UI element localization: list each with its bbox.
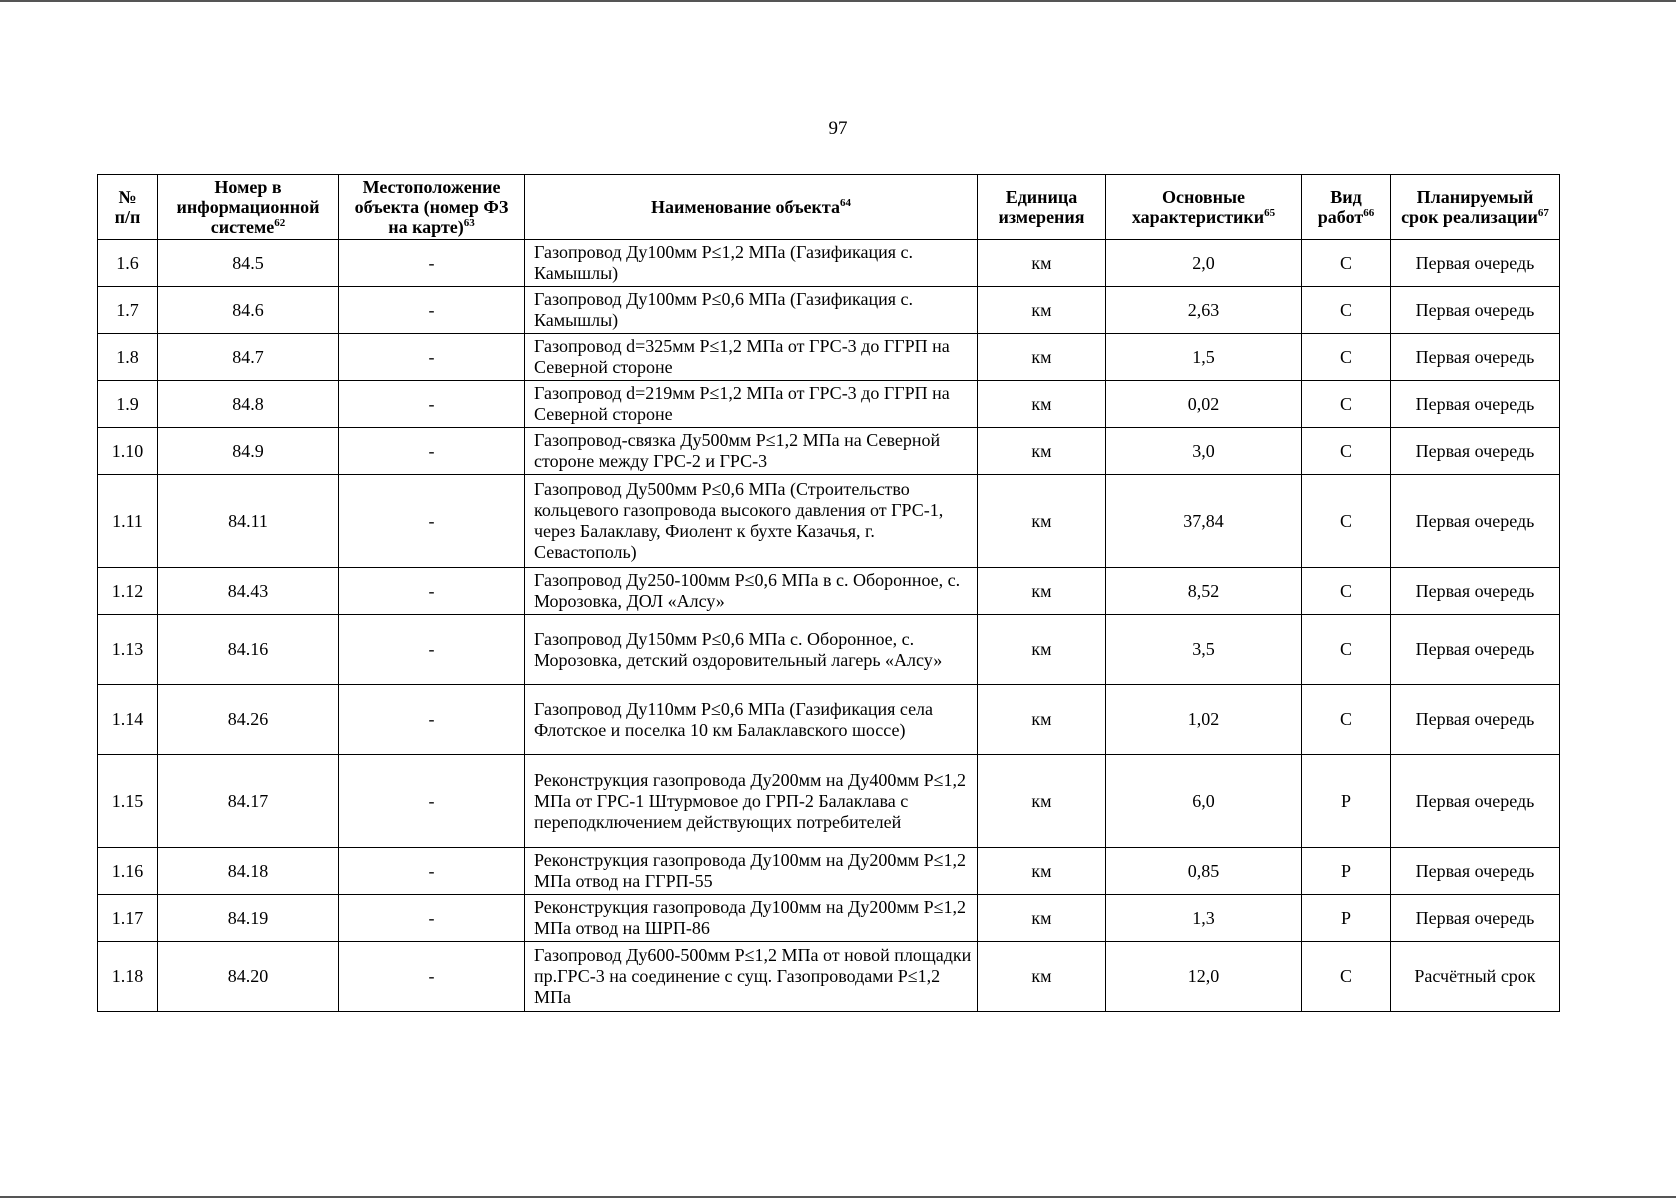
cell-planned-term: Первая очередь bbox=[1391, 381, 1560, 428]
table-row bbox=[98, 895, 1560, 942]
cell-num: 1.10 bbox=[98, 428, 158, 475]
table-row bbox=[98, 334, 1560, 381]
scan-top-edge bbox=[0, 0, 1676, 2]
cell-location: - bbox=[339, 942, 525, 1012]
table-row bbox=[98, 428, 1560, 475]
cell-info-number: 84.26 bbox=[158, 685, 339, 755]
cell-characteristics: 0,85 bbox=[1106, 848, 1302, 895]
cell-planned-term: Первая очередь bbox=[1391, 240, 1560, 287]
cell-work-type: С bbox=[1302, 942, 1391, 1012]
cell-name: Газопровод Ду500мм Р≤0,6 МПа (Строительство кольцевого газопровода высокого давления от ГРС-1, через Балаклаву, Фиолент к бухте Казачья, г. Севастополь) bbox=[525, 475, 978, 568]
cell-location: - bbox=[339, 685, 525, 755]
table-row bbox=[98, 240, 1560, 287]
cell-planned-term: Первая очередь bbox=[1391, 895, 1560, 942]
cell-location: - bbox=[339, 568, 525, 615]
cell-work-type: С bbox=[1302, 475, 1391, 568]
cell-unit: км bbox=[978, 848, 1106, 895]
cell-info-number: 84.16 bbox=[158, 615, 339, 685]
cell-work-type: С bbox=[1302, 615, 1391, 685]
cell-num: 1.7 bbox=[98, 287, 158, 334]
cell-location: - bbox=[339, 615, 525, 685]
cell-name: Газопровод Ду150мм Р≤0,6 МПа с. Оборонное, с. Морозовка, детский оздоровительный лагерь «Алсу» bbox=[525, 615, 978, 685]
cell-name: Газопровод Ду100мм Р≤0,6 МПа (Газификация с. Камышлы) bbox=[525, 287, 978, 334]
cell-work-type: Р bbox=[1302, 895, 1391, 942]
cell-name: Газопровод Ду250-100мм Р≤0,6 МПа в с. Оборонное, с. Морозовка, ДОЛ «Алсу» bbox=[525, 568, 978, 615]
cell-location: - bbox=[339, 755, 525, 848]
cell-characteristics: 2,0 bbox=[1106, 240, 1302, 287]
table-header-row bbox=[98, 175, 1560, 240]
cell-planned-term: Первая очередь bbox=[1391, 568, 1560, 615]
cell-work-type: С bbox=[1302, 240, 1391, 287]
cell-unit: км bbox=[978, 568, 1106, 615]
header-planned-term-text: Планируемый срок реализации bbox=[1401, 187, 1538, 227]
header-characteristics-note: 65 bbox=[1264, 207, 1276, 219]
cell-characteristics: 1,3 bbox=[1106, 895, 1302, 942]
cell-location: - bbox=[339, 334, 525, 381]
cell-name: Реконструкция газопровода Ду100мм на Ду200мм Р≤1,2 МПа отвод на ШРП-86 bbox=[525, 895, 978, 942]
cell-num: 1.14 bbox=[98, 685, 158, 755]
table-row bbox=[98, 685, 1560, 755]
header-info-number-note: 62 bbox=[274, 217, 286, 229]
cell-unit: км bbox=[978, 381, 1106, 428]
header-work-type bbox=[1302, 175, 1391, 240]
header-name-text: Наименование объекта bbox=[651, 197, 840, 217]
cell-work-type: С bbox=[1302, 685, 1391, 755]
cell-unit: км bbox=[978, 755, 1106, 848]
table-row bbox=[98, 848, 1560, 895]
cell-name: Газопровод-связка Ду500мм Р≤1,2 МПа на Северной стороне между ГРС-2 и ГРС-3 bbox=[525, 428, 978, 475]
table-row bbox=[98, 475, 1560, 568]
cell-location: - bbox=[339, 895, 525, 942]
cell-name: Газопровод d=219мм Р≤1,2 МПа от ГРС-3 до ГГРП на Северной стороне bbox=[525, 381, 978, 428]
cell-unit: км bbox=[978, 685, 1106, 755]
cell-num: 1.16 bbox=[98, 848, 158, 895]
cell-characteristics: 8,52 bbox=[1106, 568, 1302, 615]
cell-work-type: Р bbox=[1302, 755, 1391, 848]
cell-name: Газопровод d=325мм Р≤1,2 МПа от ГРС-3 до ГГРП на Северной стороне bbox=[525, 334, 978, 381]
table-row bbox=[98, 568, 1560, 615]
table-row bbox=[98, 381, 1560, 428]
cell-location: - bbox=[339, 428, 525, 475]
cell-num: 1.13 bbox=[98, 615, 158, 685]
cell-name: Газопровод Ду110мм Р≤0,6 МПа (Газификация села Флотское и поселка 10 км Балаклавского шоссе) bbox=[525, 685, 978, 755]
cell-characteristics: 12,0 bbox=[1106, 942, 1302, 1012]
cell-characteristics: 1,02 bbox=[1106, 685, 1302, 755]
cell-info-number: 84.6 bbox=[158, 287, 339, 334]
cell-info-number: 84.11 bbox=[158, 475, 339, 568]
cell-location: - bbox=[339, 240, 525, 287]
cell-planned-term: Расчётный срок bbox=[1391, 942, 1560, 1012]
cell-characteristics: 2,63 bbox=[1106, 287, 1302, 334]
cell-location: - bbox=[339, 475, 525, 568]
cell-num: 1.8 bbox=[98, 334, 158, 381]
cell-location: - bbox=[339, 287, 525, 334]
header-location-text: Местоположение объекта (номер ФЗ на карте) bbox=[354, 177, 509, 237]
cell-planned-term: Первая очередь bbox=[1391, 287, 1560, 334]
cell-info-number: 84.9 bbox=[158, 428, 339, 475]
cell-planned-term: Первая очередь bbox=[1391, 685, 1560, 755]
header-name bbox=[525, 175, 978, 240]
cell-num: 1.15 bbox=[98, 755, 158, 848]
objects-table bbox=[97, 174, 1560, 1012]
cell-num: 1.6 bbox=[98, 240, 158, 287]
header-unit-text: Единица измерения bbox=[998, 187, 1085, 227]
header-planned-term-note: 67 bbox=[1537, 207, 1549, 219]
cell-info-number: 84.19 bbox=[158, 895, 339, 942]
cell-unit: км bbox=[978, 942, 1106, 1012]
cell-info-number: 84.5 bbox=[158, 240, 339, 287]
header-location bbox=[339, 175, 525, 240]
table-row bbox=[98, 287, 1560, 334]
page-number: 97 bbox=[828, 118, 848, 139]
cell-characteristics: 6,0 bbox=[1106, 755, 1302, 848]
cell-planned-term: Первая очередь bbox=[1391, 334, 1560, 381]
cell-info-number: 84.7 bbox=[158, 334, 339, 381]
cell-num: 1.17 bbox=[98, 895, 158, 942]
cell-work-type: С bbox=[1302, 381, 1391, 428]
cell-work-type: С bbox=[1302, 334, 1391, 381]
cell-info-number: 84.8 bbox=[158, 381, 339, 428]
cell-planned-term: Первая очередь bbox=[1391, 755, 1560, 848]
cell-characteristics: 37,84 bbox=[1106, 475, 1302, 568]
cell-characteristics: 1,5 bbox=[1106, 334, 1302, 381]
cell-name: Реконструкция газопровода Ду100мм на Ду200мм Р≤1,2 МПа отвод на ГГРП-55 bbox=[525, 848, 978, 895]
cell-work-type: С bbox=[1302, 568, 1391, 615]
header-num-line2: п/п bbox=[114, 207, 141, 227]
cell-info-number: 84.17 bbox=[158, 755, 339, 848]
cell-characteristics: 3,0 bbox=[1106, 428, 1302, 475]
cell-planned-term: Первая очередь bbox=[1391, 848, 1560, 895]
header-characteristics-text: Основные характеристики bbox=[1131, 187, 1265, 227]
table-row bbox=[98, 615, 1560, 685]
scan-bottom-edge bbox=[0, 1196, 1676, 1198]
cell-location: - bbox=[339, 848, 525, 895]
cell-info-number: 84.43 bbox=[158, 568, 339, 615]
cell-work-type: С bbox=[1302, 287, 1391, 334]
cell-unit: км bbox=[978, 240, 1106, 287]
header-planned-term bbox=[1391, 175, 1560, 240]
table-row bbox=[98, 755, 1560, 848]
cell-num: 1.12 bbox=[98, 568, 158, 615]
cell-planned-term: Первая очередь bbox=[1391, 475, 1560, 568]
cell-unit: км bbox=[978, 615, 1106, 685]
cell-name: Газопровод Ду100мм Р≤1,2 МПа (Газификация с. Камышлы) bbox=[525, 240, 978, 287]
cell-unit: км bbox=[978, 428, 1106, 475]
header-characteristics bbox=[1106, 175, 1302, 240]
cell-num: 1.9 bbox=[98, 381, 158, 428]
header-num-line1: № bbox=[118, 187, 137, 207]
cell-info-number: 84.18 bbox=[158, 848, 339, 895]
cell-characteristics: 0,02 bbox=[1106, 381, 1302, 428]
cell-work-type: Р bbox=[1302, 848, 1391, 895]
header-work-type-note: 66 bbox=[1363, 207, 1375, 219]
cell-num: 1.18 bbox=[98, 942, 158, 1012]
cell-name: Реконструкция газопровода Ду200мм на Ду400мм Р≤1,2 МПа от ГРС-1 Штурмовое до ГРП-2 Балаклава с переподключением действующих потребителей bbox=[525, 755, 978, 848]
cell-work-type: С bbox=[1302, 428, 1391, 475]
header-num bbox=[98, 175, 158, 240]
cell-unit: км bbox=[978, 895, 1106, 942]
cell-unit: км bbox=[978, 287, 1106, 334]
table-row bbox=[98, 942, 1560, 1012]
header-work-type-text: Вид работ bbox=[1317, 187, 1364, 227]
header-info-number bbox=[158, 175, 339, 240]
header-unit bbox=[978, 175, 1106, 240]
header-location-note: 63 bbox=[463, 217, 475, 229]
cell-info-number: 84.20 bbox=[158, 942, 339, 1012]
cell-unit: км bbox=[978, 334, 1106, 381]
cell-location: - bbox=[339, 381, 525, 428]
header-name-note: 64 bbox=[839, 197, 851, 209]
cell-unit: км bbox=[978, 475, 1106, 568]
cell-name: Газопровод Ду600-500мм Р≤1,2 МПа от новой площадки пр.ГРС-3 на соединение с сущ. Газопроводами Р≤1,2 МПа bbox=[525, 942, 978, 1012]
header-info-number-text: Номер в информационной системе bbox=[176, 177, 320, 237]
cell-planned-term: Первая очередь bbox=[1391, 428, 1560, 475]
cell-characteristics: 3,5 bbox=[1106, 615, 1302, 685]
cell-num: 1.11 bbox=[98, 475, 158, 568]
cell-planned-term: Первая очередь bbox=[1391, 615, 1560, 685]
